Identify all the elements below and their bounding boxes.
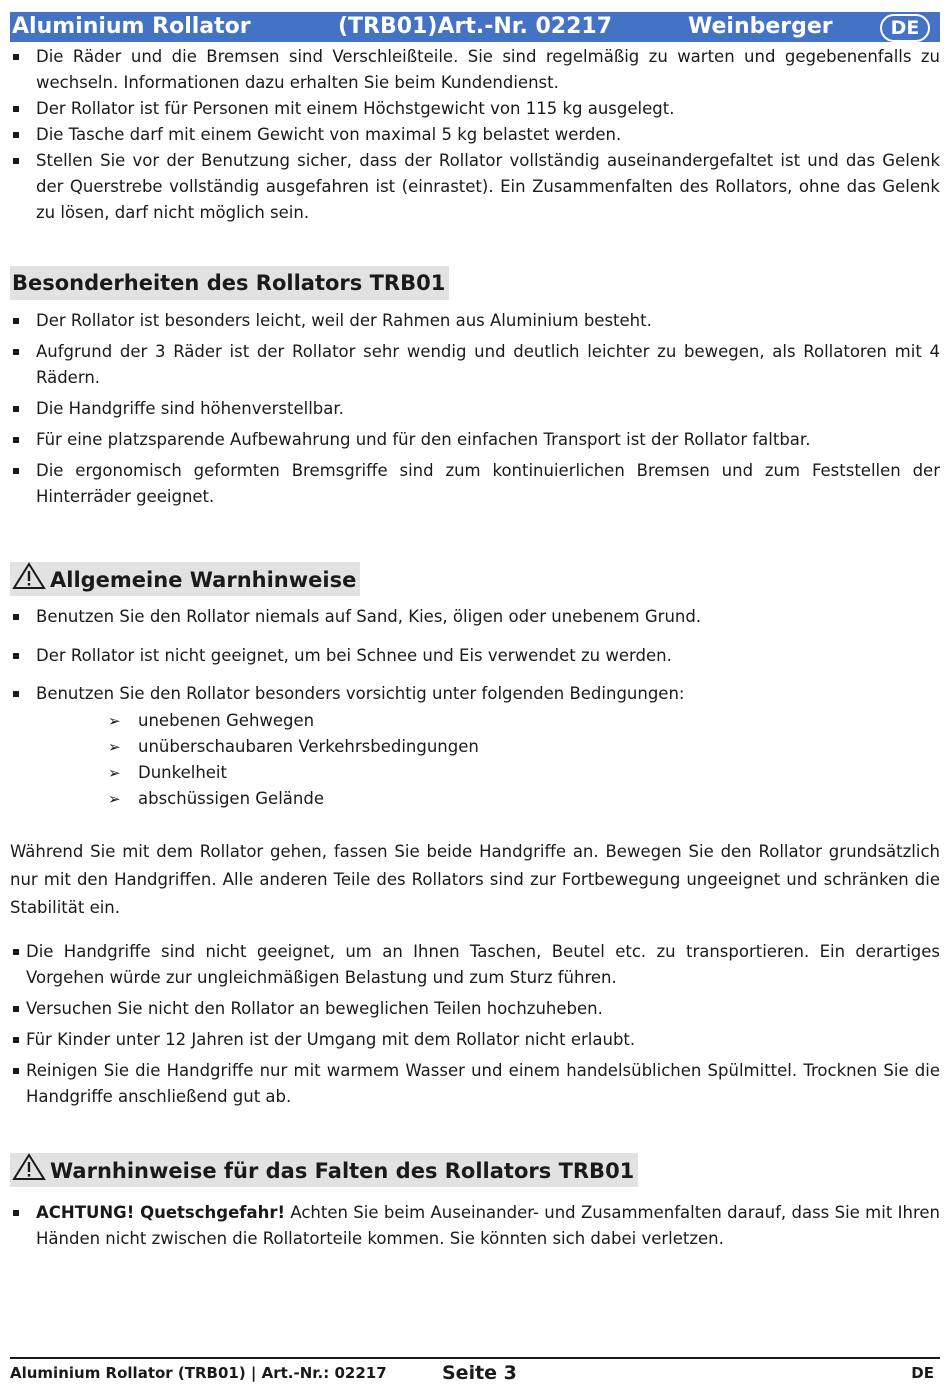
warning-triangle-icon: [12, 562, 46, 600]
section-heading-label: Warnhinweise für das Falten des Rollators TRB01: [50, 1159, 635, 1183]
footer-page-number: Seite 3: [442, 1362, 517, 1384]
list-item: Die Tasche darf mit einem Gewicht von maximal 5 kg belastet werden.: [10, 122, 940, 148]
list-item: ➢ unebenen Gehwegen: [108, 708, 479, 734]
footer-lang: DE: [911, 1364, 934, 1382]
features-list: [10, 308, 940, 510]
list-item: ➢ abschüssigen Gelände: [108, 786, 479, 812]
list-item: ➢ Dunkelheit: [108, 760, 479, 786]
intro-list: [10, 44, 940, 226]
handgriffe-list: [10, 939, 940, 1110]
warning-emphasis: ACHTUNG! Quetschgefahr!: [36, 1203, 285, 1222]
list-item: Die Handgriffe sind höhenverstellbar.: [10, 396, 940, 422]
warning-triangle-icon: [12, 1153, 46, 1191]
section-heading-label: Allgemeine Warnhinweise: [50, 568, 357, 592]
folding-warning-list: [10, 1200, 940, 1252]
header-bar: [10, 12, 940, 42]
footer-left: Aluminium Rollator (TRB01) | Art.-Nr.: 02217: [10, 1364, 387, 1382]
language-badge: DE: [880, 14, 930, 42]
warning-text: Achten Sie beim Auseinander- und Zusammenfalten darauf, dass Sie mit Ihren Händen nicht zwischen die Rollatorteile kommen. Sie könnten sich dabei verletzen.: [36, 1203, 940, 1248]
list-item: Für Kinder unter 12 Jahren ist der Umgang mit dem Rollator nicht erlaubt.: [10, 1027, 940, 1053]
list-item: [10, 1200, 940, 1252]
list-item: ➢ unüberschaubaren Verkehrsbedingungen: [108, 734, 479, 760]
list-item: Stellen Sie vor der Benutzung sicher, dass der Rollator vollständig auseinandergefaltet ist und das Gelenk der Querstrebe vollständig ausgefahren ist (einrastet). Ein Zusammenfalten des Rollators, ohne das Gelenk zu lösen, darf nicht möglich sein.: [10, 148, 940, 226]
list-item: Aufgrund der 3 Räder ist der Rollator sehr wendig und deutlich leichter zu bewegen, als Rollatoren mit 4 Rädern.: [10, 339, 940, 391]
list-item: Der Rollator ist nicht geeignet, um bei Schnee und Eis verwendet zu werden.: [10, 643, 940, 669]
warnings-list: [10, 604, 940, 707]
conditions-list: [108, 708, 479, 812]
list-item: Benutzen Sie den Rollator niemals auf Sand, Kies, öligen oder unebenem Grund.: [10, 604, 940, 630]
section-heading-besonderheiten: Besonderheiten des Rollators TRB01: [10, 266, 449, 300]
header-brand: Weinberger: [688, 14, 833, 39]
list-item: Versuchen Sie nicht den Rollator an beweglichen Teilen hochzuheben.: [10, 996, 940, 1022]
list-item: Für eine platzsparende Aufbewahrung und für den einfachen Transport ist der Rollator faltbar.: [10, 427, 940, 453]
list-item: Der Rollator ist besonders leicht, weil der Rahmen aus Aluminium besteht.: [10, 308, 940, 334]
list-item: Die Räder und die Bremsen sind Verschleißteile. Sie sind regelmäßig zu warten und gegebenenfalls zu wechseln. Informationen dazu erhalten Sie beim Kundendienst.: [10, 44, 940, 96]
footer-divider: [10, 1357, 940, 1359]
header-art-nr: (TRB01)Art.-Nr. 02217: [338, 14, 613, 39]
section-heading-falten: [10, 1153, 638, 1187]
list-item: Die Handgriffe sind nicht geeignet, um an Ihnen Taschen, Beutel etc. zu transportieren. Ein derartiges Vorgehen würde zur ungleichmäßigen Belastung und zum Sturz führen.: [10, 939, 940, 991]
list-item: Die ergonomisch geformten Bremsgriffe sind zum kontinuierlichen Bremsen und zum Feststellen der Hinterräder geeignet.: [10, 458, 940, 510]
header-product: Aluminium Rollator: [12, 14, 251, 39]
list-item: Benutzen Sie den Rollator besonders vorsichtig unter folgenden Bedingungen:: [10, 681, 940, 707]
section-heading-warnhinweise: [10, 562, 360, 596]
handgriffe-paragraph: Während Sie mit dem Rollator gehen, fassen Sie beide Handgriffe an. Bewegen Sie den Rollator grundsätzlich nur mit den Handgriffen. Alle anderen Teile des Rollators sind zur Fortbewegung ungeeignet und schränken die Stabilität ein.: [10, 842, 940, 917]
list-item: Reinigen Sie die Handgriffe nur mit warmem Wasser und einem handelsüblichen Spülmittel. Trocknen Sie die Handgriffe anschließend gut ab.: [10, 1058, 940, 1110]
list-item: Der Rollator ist für Personen mit einem Höchstgewicht von 115 kg ausgelegt.: [10, 96, 940, 122]
